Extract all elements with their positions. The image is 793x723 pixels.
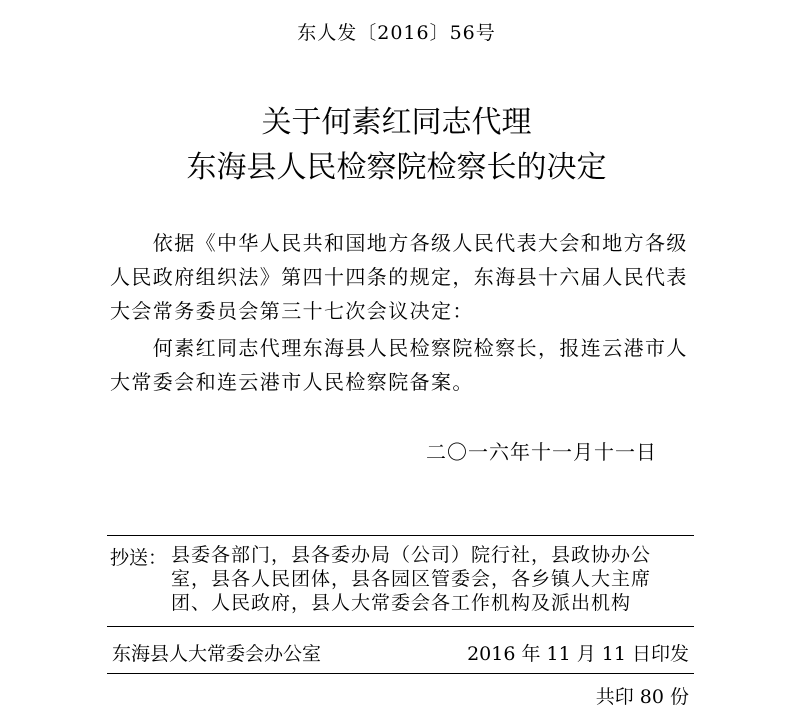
document-number: 东人发〔2016〕56号 xyxy=(297,22,496,44)
divider-top xyxy=(107,535,694,536)
cc-label: 抄送： xyxy=(110,547,168,569)
copies-printed: 共印 80 份 xyxy=(595,686,689,708)
title-line-1: 关于何素红同志代理 xyxy=(261,105,532,140)
paragraph-2-line-2: 大常委会和连云港市人民检察院备案。 xyxy=(110,370,474,394)
cc-line-1: 县委各部门，县各委办局（公司）院行社，县政协办公 xyxy=(171,544,652,566)
title-line-2: 东海县人民检察院检察长的决定 xyxy=(186,150,607,185)
cc-line-3: 团、人民政府，县人大常委会各工作机构及派出机构 xyxy=(171,592,632,614)
cc-line-2: 室，县各人民团体，县各园区管委会，各乡镇人大主席 xyxy=(171,568,652,590)
divider-middle xyxy=(107,626,694,627)
decision-date: 二〇一六年十一月十一日 xyxy=(426,440,657,464)
paragraph-1-line-1: 依据《中华人民共和国地方各级人民代表大会和地方各级 xyxy=(110,231,688,255)
paragraph-1-line-3: 大会常务委员会第三十七次会议决定： xyxy=(110,299,474,323)
divider-bottom xyxy=(107,673,694,674)
paragraph-2-line-1: 何素红同志代理东海县人民检察院检察长，报连云港市人 xyxy=(110,336,688,360)
issuer: 东海县人大常委会办公室 xyxy=(112,643,322,665)
paragraph-1-line-2: 人民政府组织法》第四十四条的规定，东海县十六届人民代表 xyxy=(110,265,688,289)
issue-date: 2016 年 11 月 11 日印发 xyxy=(467,643,689,665)
